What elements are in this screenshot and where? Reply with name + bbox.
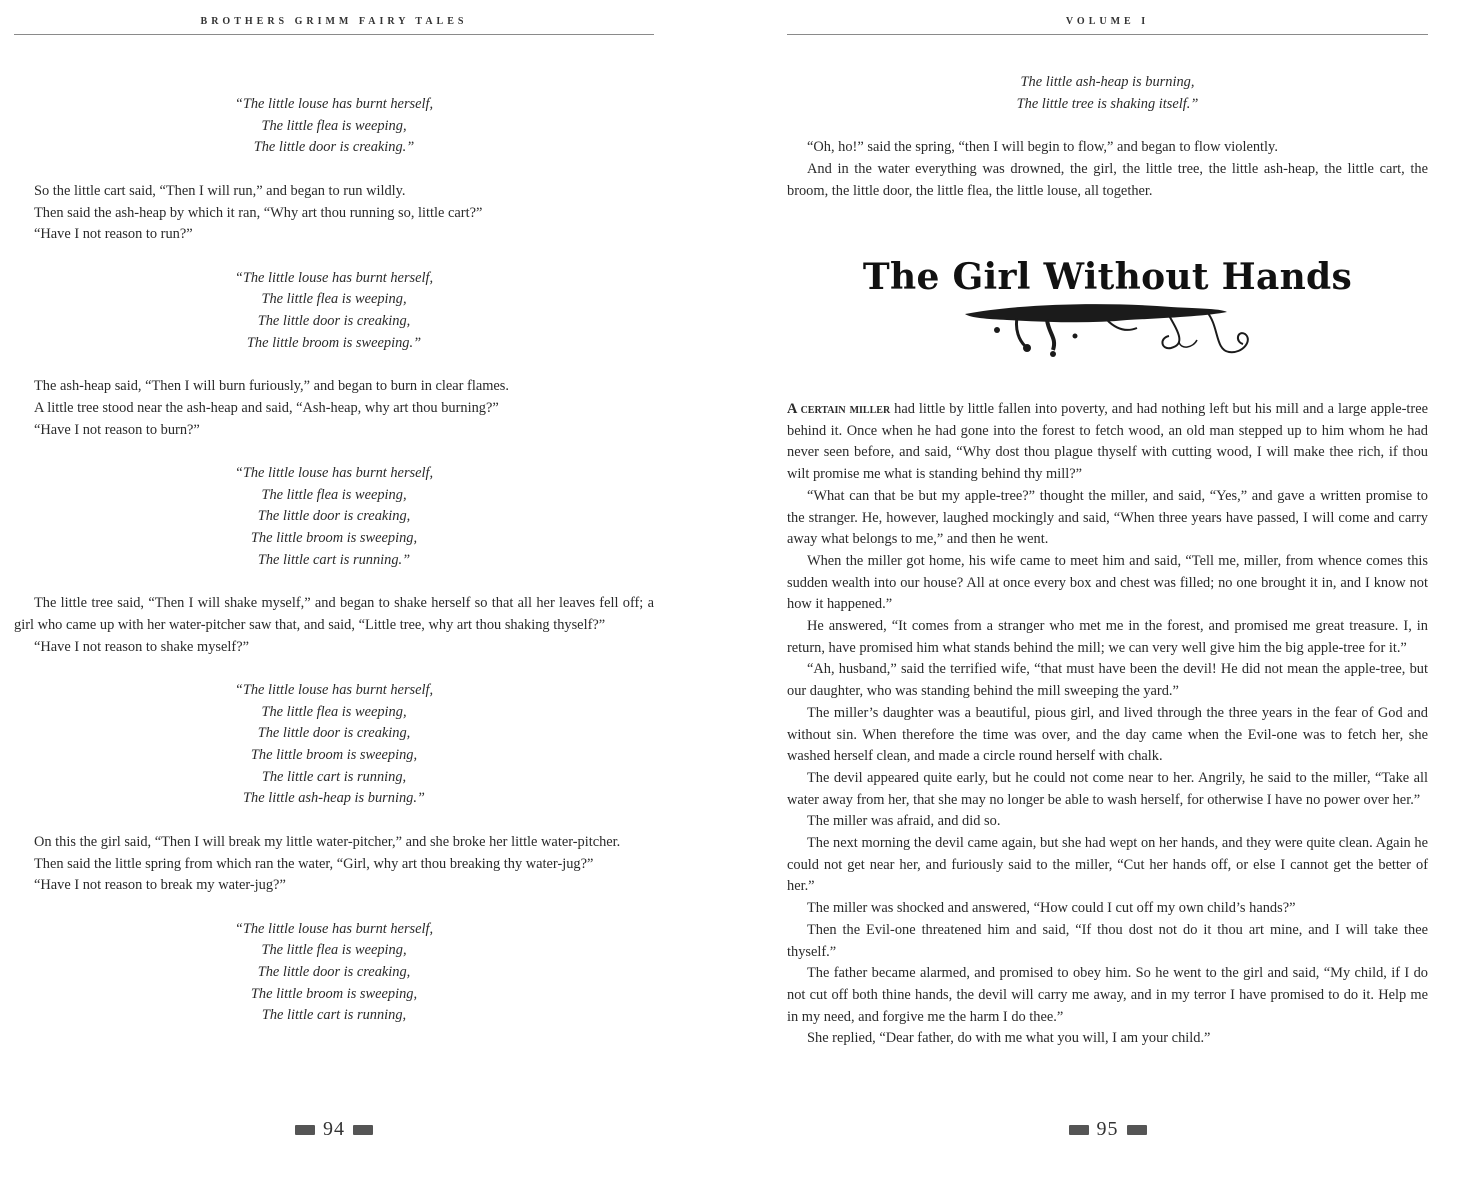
right-page-opening (787, 72, 1428, 202)
paragraph: The miller’s daughter was a beautiful, pious girl, and lived through the three years in the fear of God and without sin. When therefore the time was over, and the day came when the Evil-one was to fetch her, she washed herself clean, and made a circle round herself with chalk. (787, 704, 1428, 765)
verse (14, 463, 654, 572)
paragraph: And in the water everything was drowned, the girl, the little tree, the little ash-heap, the little cart, the broom, the little door, the little flea, the little louse, all together. (787, 160, 1428, 199)
verse-line: The little cart is running.” (257, 551, 411, 568)
paragraph: “Oh, ho!” said the spring, “then I will begin to flow,” and began to flow violently. (807, 139, 1278, 156)
paragraph: The miller was afraid, and did so. (807, 813, 1001, 830)
paragraph: “Ah, husband,” said the terrified wife, “that must have been the devil! He did not mean the apple-tree, but our daughter, who was standing behind the mill sweeping the yard.” (787, 661, 1428, 700)
paragraph: The little tree said, “Then I will shake myself,” and began to shake herself so that all her leaves fell off; a girl who came up with her water-pitcher saw that, and said, “Little tree, why art thou shaking thyself?” (14, 595, 654, 633)
verse-line: The little cart is running, (261, 1007, 407, 1024)
verse (14, 268, 654, 355)
verse-line: The little door is creaking, (257, 964, 411, 980)
verse-line: “The little louse has burnt herself, (234, 681, 434, 698)
right-page (787, 0, 1428, 1184)
folio-ornament-icon (353, 1125, 373, 1135)
verse-line: The little flea is weeping, (261, 486, 407, 503)
verse-line: The little door is creaking, (257, 508, 411, 525)
story-paragraphs (787, 486, 1428, 1050)
paragraph-first (787, 399, 1428, 486)
verse-line: The little ash-heap is burning.” (243, 790, 425, 807)
paragraph: The next morning the devil came again, but she had wept on her hands, and they were quite clean. Again he could not get near her, and furiously said to the miller, “Cut her hands off, or else I cannot get the better of her.” (787, 835, 1428, 895)
page-number-right (787, 1118, 1428, 1141)
folio-ornament-icon (1069, 1125, 1089, 1135)
paragraph: The ash-heap said, “Then I will burn furiously,” and began to burn in clear flames. (34, 378, 509, 395)
paragraph: “Have I not reason to break my water-jug?” (34, 877, 286, 894)
paragraph: She replied, “Dear father, do with me what you will, I am your child.” (807, 1030, 1211, 1047)
verse-line: The little tree is shaking itself.” (1016, 95, 1199, 112)
folio-ornament-icon (1127, 1125, 1147, 1135)
paragraph: He answered, “It comes from a stranger who met me in the forest, and promised me great treasure. I, in return, have promised him what stands behind the mill; we can very well give him the big apple-tree for it.” (787, 618, 1428, 656)
page-number-left (14, 1118, 654, 1141)
paragraph: The miller was shocked and answered, “How could I cut off my own child’s hands?” (807, 900, 1296, 917)
left-page-text (14, 94, 654, 1049)
verse (14, 919, 654, 1028)
page-number-right-value: 95 (1096, 1118, 1119, 1140)
first-paragraph-text: had little by little fallen into poverty, and had nothing left but his mill and a large apple-tree behind it. Once when he had gone into the forest to fetch wood, an old man stepped up to him whom he had never seen before, and said, “Why dost thou plague thyself with cutting wood, I will make thee rich, if thou wilt promise me what is standing behind thy mill?” (787, 401, 1428, 483)
verse (14, 94, 654, 159)
lead-in: A certain miller (787, 401, 891, 417)
verse-line: The little broom is sweeping, (250, 530, 418, 546)
folio-ornament-icon (295, 1125, 315, 1135)
left-page (14, 0, 654, 1184)
paragraph: On this the girl said, “Then I will break my little water-pitcher,” and she broke her little water-pitcher. (34, 833, 621, 850)
paragraph: When the miller got home, his wife came to meet him and said, “Tell me, miller, from whence comes this sudden wealth into our house? All at once every box and chest was filled; no one brought it in, and I know not how it happened.” (787, 552, 1428, 613)
verse-line: The little broom is sweeping, (250, 985, 418, 1002)
title-flourish-icon (957, 300, 1267, 370)
story-title: The Girl Without Hands (862, 256, 1353, 298)
verse-line: The little flea is weeping, (261, 117, 407, 134)
verse-line: The little door is creaking, (257, 725, 411, 742)
opening-verse (787, 72, 1428, 115)
paragraph: Then said the ash-heap by which it ran, “Why art thou running so, little cart?” (34, 204, 483, 221)
verse-line: The little flea is weeping, (261, 942, 407, 959)
verse-line: The little flea is weeping, (261, 703, 407, 720)
verse-line: The little broom is sweeping.” (246, 334, 422, 351)
running-head-left: BROTHERS GRIMM FAIRY TALES (14, 16, 654, 35)
story-body (787, 399, 1428, 1050)
paragraph: The devil appeared quite early, but he could not come near to her. Angrily, he said to the miller, “Take all water away from her, that she may no longer be able to wash herself, for otherwise I have no power over her.” (787, 769, 1428, 808)
page-number-left-value: 94 (323, 1118, 345, 1140)
verse-line: The little flea is weeping, (261, 291, 407, 308)
paragraph: So the little cart said, “Then I will run,” and began to run wildly. (34, 182, 406, 199)
paragraph: “Have I not reason to burn?” (34, 421, 200, 438)
paragraph: “Have I not reason to shake myself?” (34, 638, 249, 655)
verse-line: The little door is creaking.” (253, 139, 415, 156)
verse-line: “The little louse has burnt herself, (234, 464, 434, 481)
verse-line: “The little louse has burnt herself, (234, 920, 434, 937)
verse-line: “The little louse has burnt herself, (234, 96, 434, 112)
paragraph: Then said the little spring from which ran the water, “Girl, why art thou breaking thy water-jug?” (34, 855, 594, 872)
paragraph: “What can that be but my apple-tree?” thought the miller, and said, “Yes,” and gave a written promise to the stranger. He, however, laughed mockingly and said, “When three years have passed, I will come and carry away what belongs to me,” and then he went. (787, 487, 1428, 548)
verse-line: The little cart is running, (261, 768, 407, 785)
paragraph: The father became alarmed, and promised to obey him. So he went to the girl and said, “My child, if I do not cut off both thine hands, the devil will carry me away, and in my terror I have promised to do it. Help me in my need, and forgive me the harm I do thee.” (787, 965, 1428, 1025)
verse (14, 680, 654, 810)
paragraph: A little tree stood near the ash-heap and said, “Ash-heap, why art thou burning?” (34, 399, 499, 416)
verse-line: The little broom is sweeping, (250, 747, 418, 763)
paragraph: Then the Evil-one threatened him and said, “If thou dost not do it thou art mine, and I will take thee thyself.” (787, 921, 1428, 960)
paragraph: “Have I not reason to run?” (34, 226, 193, 243)
verse-line: “The little louse has burnt herself, (234, 269, 434, 286)
verse-line: The little door is creaking, (257, 313, 411, 329)
running-head-right: VOLUME I (787, 16, 1428, 35)
verse-line: The little ash-heap is burning, (1020, 74, 1195, 90)
